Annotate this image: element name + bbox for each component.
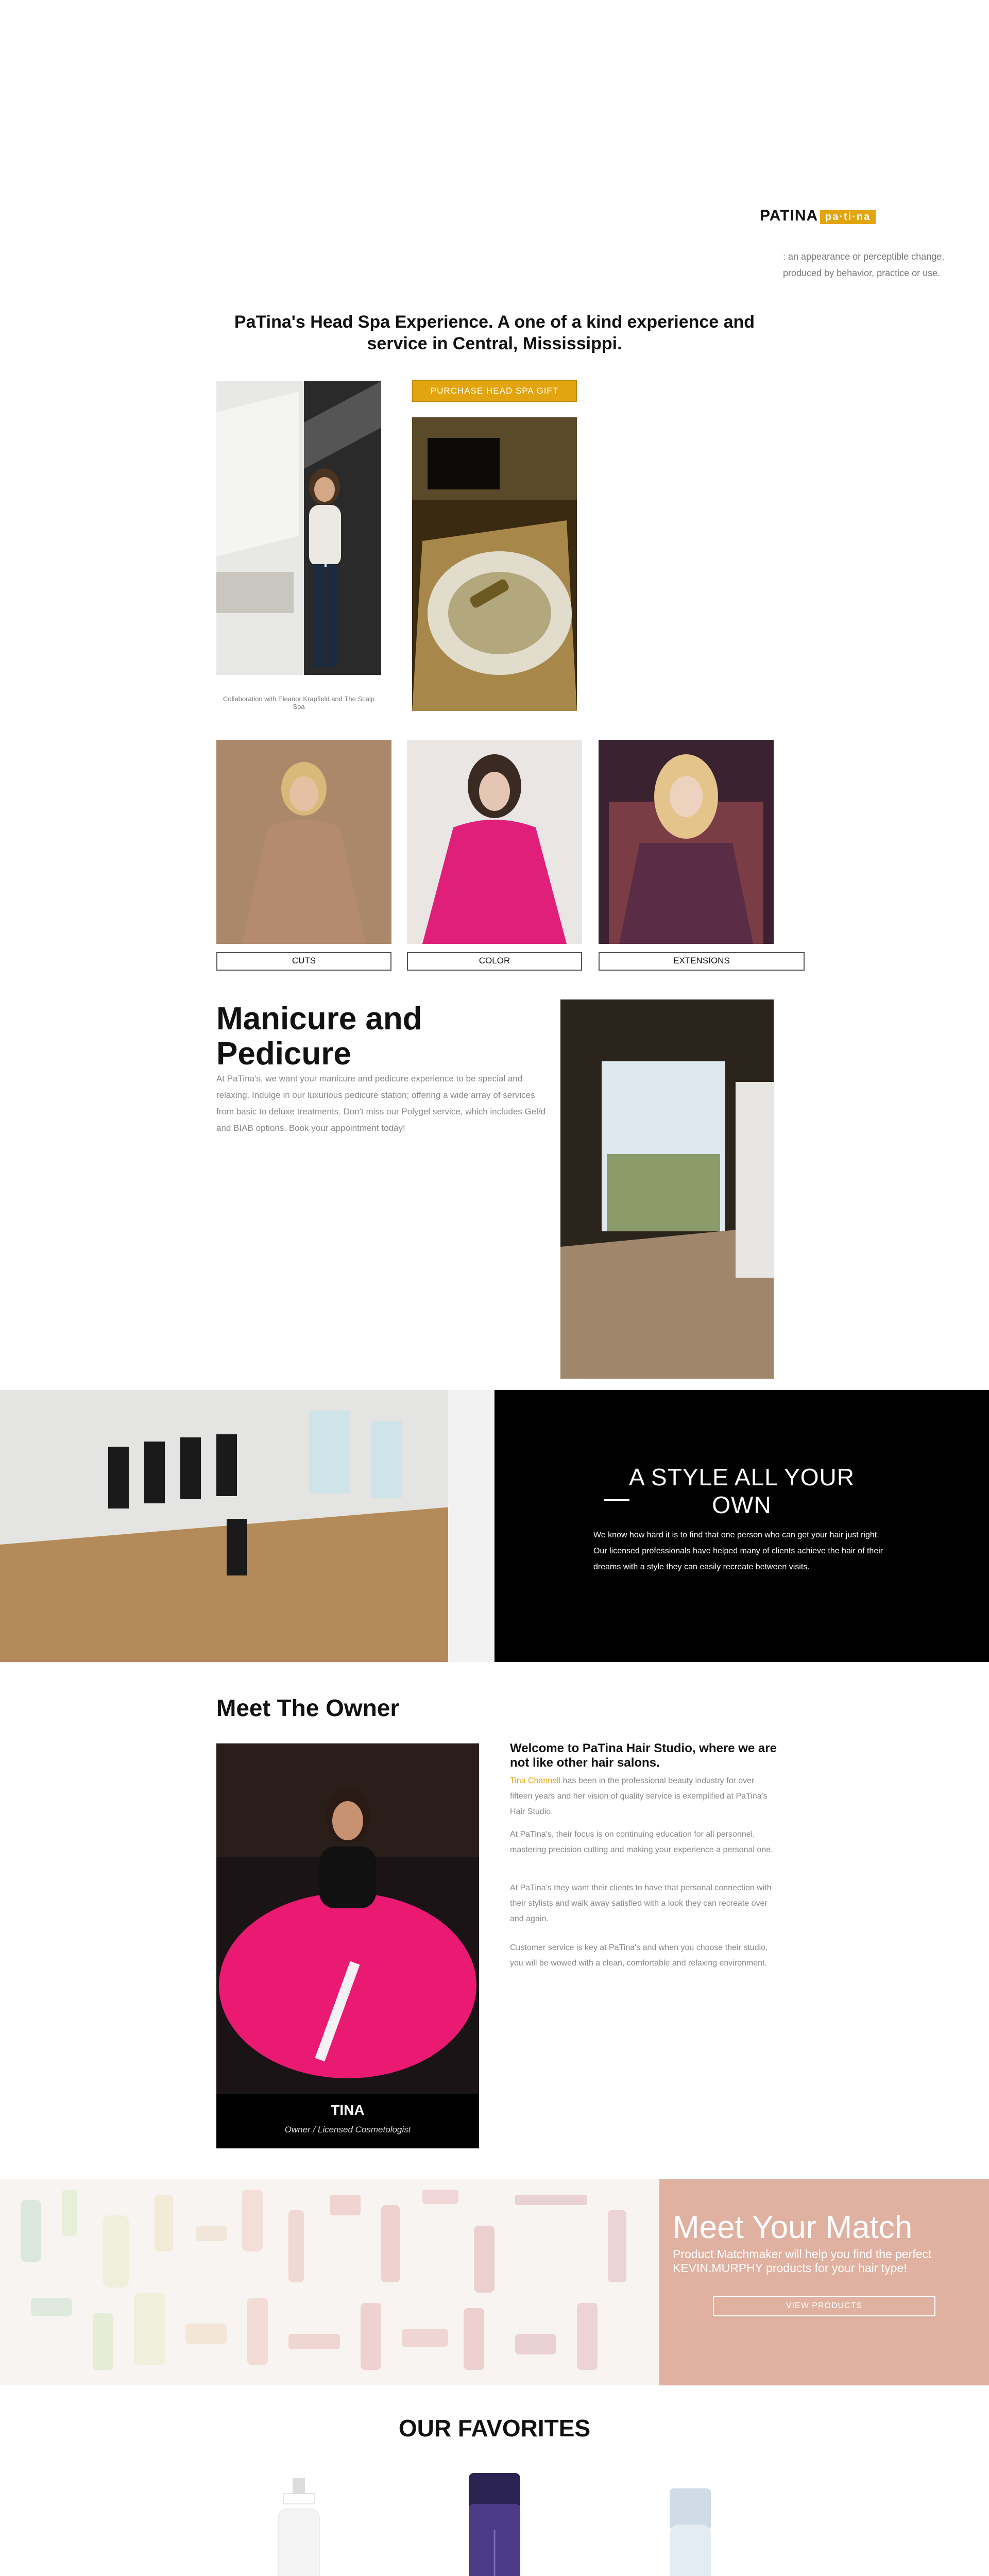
headspa-caption: Collaboration with Eleanor Krapfield and The Scalp Spa: [223, 695, 374, 710]
owner-card: [216, 1743, 479, 2148]
owner-paragraph-2: At PaTina's, their focus is on continuing education for all personnel, mastering precision cutting and making your experience a personal one.: [510, 1830, 773, 1854]
service-photo-color: [407, 740, 582, 944]
view-products-button[interactable]: VIEW PRODUCTS: [713, 2296, 935, 2316]
headspa-gift-card-button[interactable]: PURCHASE HEAD SPA GIFT CARDS: [412, 380, 577, 402]
owner-name-link[interactable]: Tina Channell: [510, 1776, 561, 1785]
brand-word: PATINA: [760, 207, 819, 224]
brand-definition: : an appearance or perceptible change, produced by behavior, practice or use.: [783, 251, 945, 278]
product-image-bedroom-hair: [659, 2488, 721, 2576]
owner-welcome: Welcome to PaTina Hair Studio, where we are not like other hair salons.: [510, 1741, 777, 1770]
headspa-photo-woman: [216, 381, 381, 675]
owner-paragraph-1: [510, 1773, 778, 1820]
match-title: Meet Your Match: [673, 2210, 913, 2245]
service-button-cuts[interactable]: CUTS: [216, 952, 391, 971]
headspa-title: PaTina's Head Spa Experience. A one of a kind experience and service in Central, Mississippi.: [234, 312, 755, 353]
service-photo-cuts: [216, 740, 391, 944]
style-title: A STYLE ALL YOUR OWN: [629, 1464, 855, 1518]
owner-paragraph-3: At PaTina's they want their clients to have that personal connection with their stylists and walk away satisfied with a look they can recreate over and again.: [510, 1884, 772, 1923]
owner-paragraph-1-text: has been in the professional beauty industry for over fifteen years and her vision of quality service is exemplified at PaTina's Hair Studio.: [510, 1776, 768, 1816]
manicure-body: At PaTina's, we want your manicure and pedicure experience to be special and relaxing. Indulge in our luxurious pedicure station; offering a wide array of services from basic to deluxe treatments. Don't miss our Polygel service, which includes Gel/d and BIAB options. Book your appointment today!: [216, 1074, 546, 1133]
owner-name: TINA: [331, 2102, 365, 2118]
match-pattern: [0, 2179, 659, 2385]
favorites-title: OUR FAVORITES: [398, 2415, 591, 2442]
service-button-color[interactable]: COLOR: [407, 952, 582, 971]
product-image-ever-smooth: [268, 2478, 330, 2576]
brand-badge: pa·ti·na: [820, 210, 876, 224]
style-panel: [494, 1390, 989, 1662]
manicure-title: Manicure and Pedicure: [216, 1001, 422, 1072]
service-button-extensions[interactable]: EXTENSIONS: [599, 952, 805, 971]
owner-heading: Meet The Owner: [216, 1694, 400, 1721]
salon-interior-photo: [0, 1390, 494, 1662]
owner-role: Owner / Licensed Cosmetologist: [284, 2125, 411, 2134]
style-divider: [604, 1499, 629, 1501]
manicure-photo: [560, 999, 774, 1379]
style-body: We know how hard it is to find that one person who can get your hair just right. Our licensed professionals have helped many of clients achieve the hair of their dreams with a style they can easily recreate between visits.: [593, 1531, 883, 1571]
owner-paragraph-4: Customer service is key at PaTina's and when you choose their studio, you will be wowed with a clean, comfortable and relaxing environment.: [510, 1943, 768, 1968]
match-subtitle: Product Matchmaker will help you find the perfect KEVIN.MURPHY products for your hair type!: [673, 2247, 932, 2275]
product-image-young-again: [464, 2473, 525, 2576]
service-photo-extensions: [599, 740, 774, 944]
headspa-photo-sink: [412, 417, 577, 711]
